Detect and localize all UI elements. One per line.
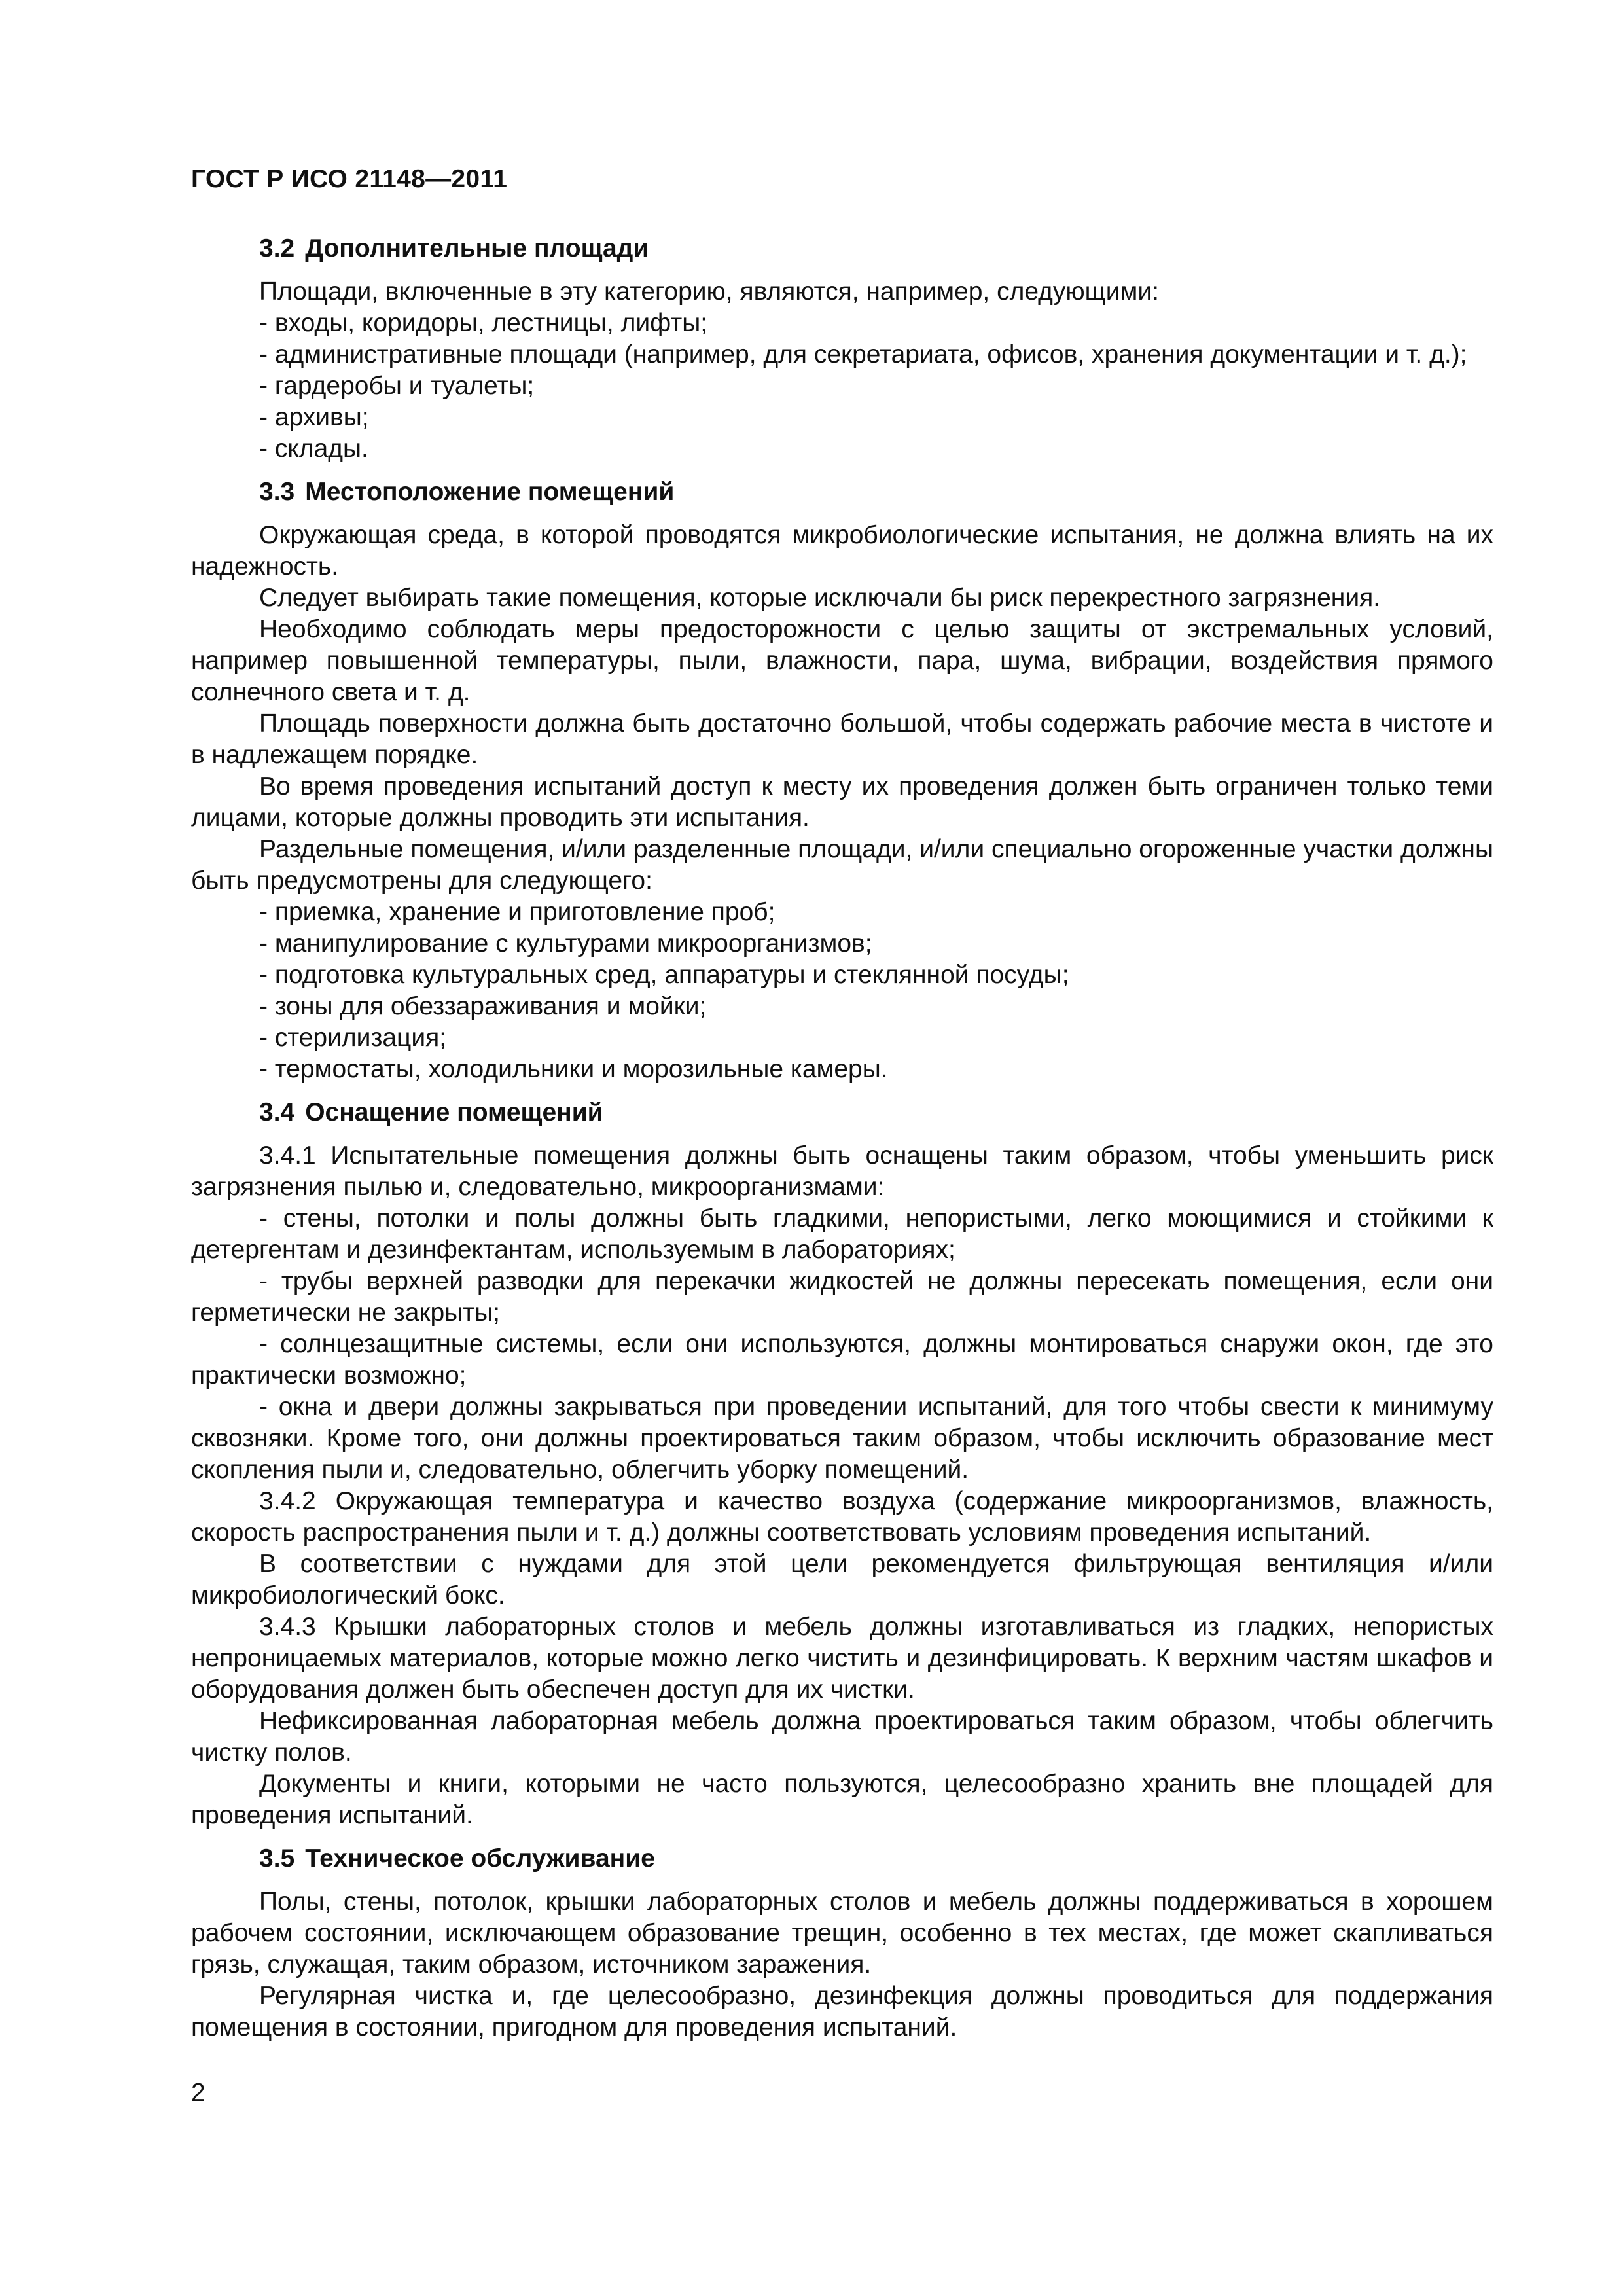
list-item: - манипулирование с культурами микроорганизмов; [259, 929, 872, 958]
paragraph: Документы и книги, которыми не часто пользуются, целесообразно хранить вне площадей для проведения испытаний. [191, 1770, 1493, 1829]
section-title: Местоположение помещений [305, 478, 675, 506]
paragraph: Регулярная чистка и, где целесообразно, дезинфекция должны проводиться для поддержания помещения в состоянии, пригодном для проведения испытаний. [191, 1982, 1493, 2041]
paragraph: Окружающая среда, в которой проводятся микробиологические испытания, не должна влиять на их надежность. [191, 521, 1493, 581]
section-heading [191, 474, 1493, 511]
list-item: - архивы; [259, 403, 369, 431]
list-item: - приемка, хранение и приготовление проб; [259, 898, 776, 926]
paragraph: Нефиксированная лабораторная мебель должна проектироваться таким образом, чтобы облегчить чистку полов. [191, 1707, 1493, 1767]
list-item: - солнцезащитные системы, если они используются, должны монтироваться снаружи окон, где это практически возможно; [191, 1330, 1493, 1390]
section-title: Техническое обслуживание [305, 1844, 655, 1873]
section-number: 3.2 [259, 234, 295, 262]
section-heading [191, 230, 1493, 267]
paragraph: 3.4.1 Испытательные помещения должны быть оснащены таким образом, чтобы уменьшить риск загрязнения пылью и, следовательно, микроорганизмами: [191, 1141, 1493, 1201]
paragraph: Полы, стены, потолок, крышки лабораторных столов и мебель должны поддерживаться в хорошем рабочем состоянии, исключающем образование трещин, особенно в тех местах, где может скапливаться грязь, служащая, таким образом, источником заражения. [191, 1888, 1493, 1979]
list-item: - трубы верхней разводки для перекачки жидкостей не должны пересекать помещения, если они герметически не закрыты; [191, 1267, 1493, 1327]
document-body [191, 230, 1493, 2043]
section-title: Дополнительные площади [305, 234, 649, 262]
list-item: - подготовка культуральных сред, аппаратуры и стеклянной посуды; [259, 961, 1069, 989]
document-id-header: ГОСТ Р ИСО 21148—2011 [191, 165, 508, 193]
section-number: 3.5 [259, 1844, 295, 1873]
section-heading [191, 1094, 1493, 1131]
list-item: - термостаты, холодильники и морозильные камеры. [259, 1055, 888, 1083]
list-item: - административные площади (например, для секретариата, офисов, хранения документации и т. д.); [259, 340, 1467, 368]
paragraph: Раздельные помещения, и/или разделенные площади, и/или специально огороженные участки должны быть предусмотрены для следующего: [191, 835, 1493, 895]
section-heading [191, 1840, 1493, 1877]
paragraph: 3.4.3 Крышки лабораторных столов и мебель должны изготавливаться из гладких, непористых непроницаемых материалов, которые можно легко чистить и дезинфицировать. К верхним частям шкафов и оборудования должен быть обеспечен доступ для их чистки. [191, 1613, 1493, 1704]
list-item: - склады. [259, 435, 368, 463]
paragraph: Площади, включенные в эту категорию, являются, например, следующими: [259, 278, 1159, 306]
list-item: - стерилизация; [259, 1024, 447, 1052]
paragraph: 3.4.2 Окружающая температура и качество воздуха (содержание микроорганизмов, влажность, скорость распространения пыли и т. д.) должны соответствовать условиям проведения испытаний. [191, 1487, 1493, 1547]
page-number: 2 [191, 2079, 205, 2107]
list-item: - стены, потолки и полы должны быть гладкими, непористыми, легко моющимися и стойкими к детергентам и дезинфектантам, используемым в лабораториях; [191, 1204, 1493, 1264]
section-title: Оснащение помещений [305, 1098, 603, 1126]
paragraph: Во время проведения испытаний доступ к месту их проведения должен быть ограничен только теми лицами, которые должны проводить эти испытания. [191, 772, 1493, 832]
list-item: - входы, коридоры, лестницы, лифты; [259, 309, 708, 337]
section-number: 3.4 [259, 1098, 295, 1126]
list-item: - зоны для обеззараживания и мойки; [259, 992, 707, 1020]
list-item: - окна и двери должны закрываться при проведении испытаний, для того чтобы свести к минимуму сквозняки. Кроме того, они должны проектироваться таким образом, чтобы исключить образование мест скопления пыли и, следовательно, облегчить уборку помещений. [191, 1393, 1493, 1484]
paragraph: В соответствии с нуждами для этой цели рекомендуется фильтрующая вентиляция и/или микробиологический бокс. [191, 1550, 1493, 1609]
paragraph: Площадь поверхности должна быть достаточно большой, чтобы содержать рабочие места в чистоте и в надлежащем порядке. [191, 709, 1493, 769]
paragraph: Следует выбирать такие помещения, которые исключали бы риск перекрестного загрязнения. [259, 584, 1381, 612]
list-item: - гардеробы и туалеты; [259, 372, 535, 400]
paragraph: Необходимо соблюдать меры предосторожности с целью защиты от экстремальных условий, например повышенной температуры, пыли, влажности, пара, шума, вибрации, воздействия прямого солнечного света и т. д. [191, 615, 1493, 706]
section-number: 3.3 [259, 478, 295, 506]
